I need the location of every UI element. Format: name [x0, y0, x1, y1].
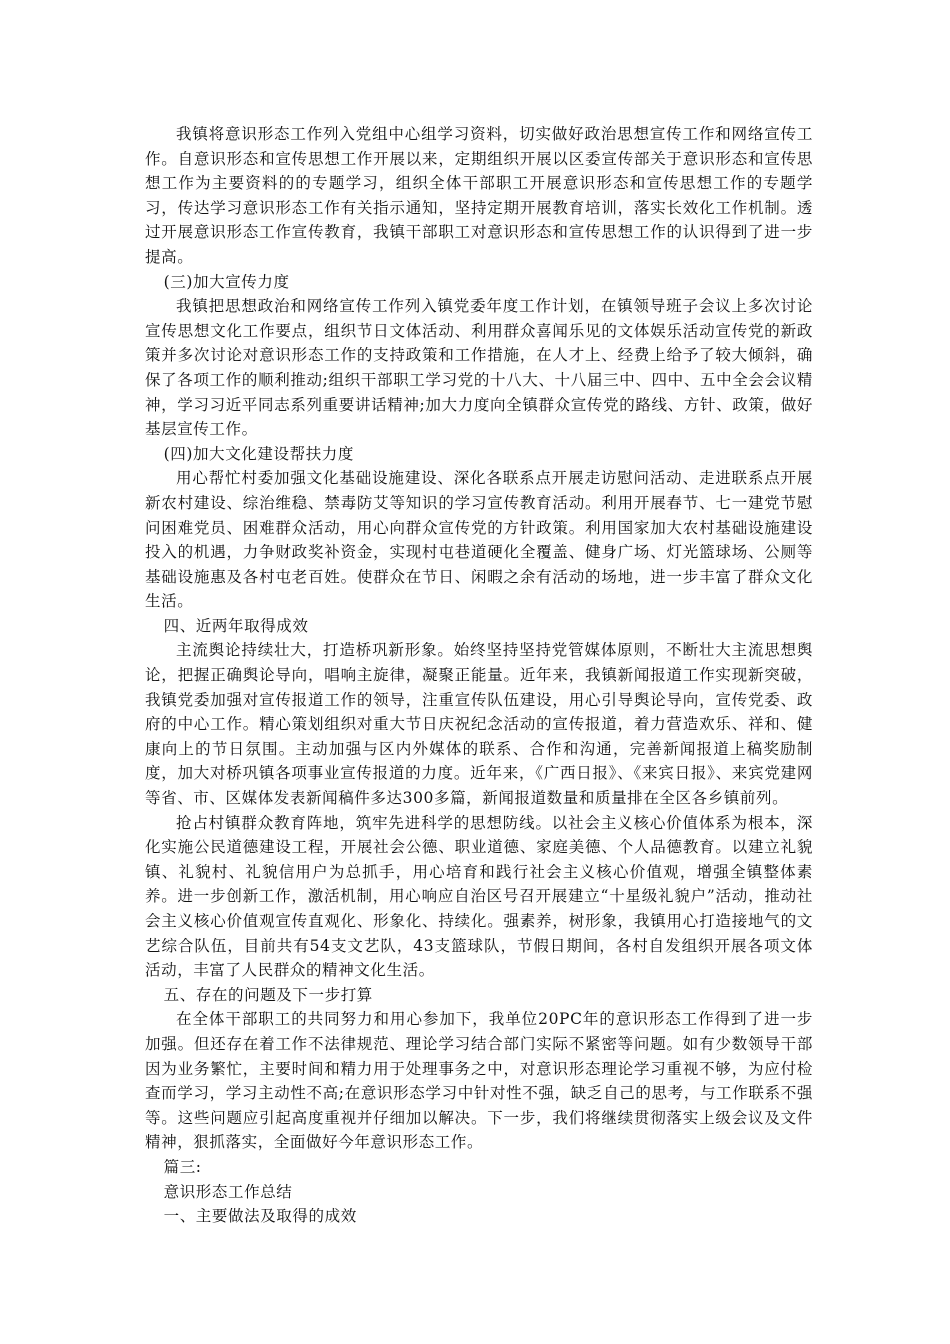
paragraph: 用心帮忙村委加强文化基础设施建设、深化各联系点开展走访慰问活动、走进联系点开展新农村建设、综治维稳、禁毒防艾等知识的学习宣传教育活动。利用开展春节、七一建党节慰问困难党员、困难群众活动，用心向群众宣传党的方针政策。利用国家加大农村基础设施建设投入的机遇，力争财政奖补资金，实现村屯巷道硬化全覆盖、健身广场、灯光篮球场、公厕等基础设施惠及各村屯老百姓。使群众在节日、闲暇之余有活动的场地，进一步丰富了群众文化生活。	[145, 469, 813, 611]
paragraph: 我镇把思想政治和网络宣传工作列入镇党委年度工作计划，在镇领导班子会议上多次讨论宣传思想文化工作要点，组织节日文体活动、利用群众喜闻乐见的文体娱乐活动宣传党的新政策并多次讨论对意识形态工作的支持政策和工作措施，在人才上、经费上给予了较大倾斜，确保了各项工作的顺利推动;组织干部职工学习党的十八大、十八届三中、四中、五中全会会议精神，学习习近平同志系列重要讲话精神;加大力度向全镇群众宣传党的路线、方针、政策，做好基层宣传工作。	[145, 297, 813, 439]
section-heading: (四)加大文化建设帮扶力度	[163, 444, 354, 463]
paragraph: 在全体干部职工的共同努力和用心参加下，我单位20PC年的意识形态工作得到了进一步加强。但还存在着工作不法律规范、理论学习结合部门实际不紧密等问题。如有少数领导干部因为业务繁忙，主要时间和精力用于处理事务之中，对意识形态理论学习重视不够，为应付检查而学习，学习主动性不高;在意识形态学习中针对性不强，缺乏自己的思考，与工作联系不强等。这些问题应引起高度重视并仔细加以解决。下一步，我们将继续贯彻落实上级会议及文件精神，狠抓落实，全面做好今年意识形态工作。	[145, 1010, 813, 1152]
section-heading: 四、近两年取得成效	[163, 616, 309, 635]
document-body	[145, 122, 813, 1229]
section-heading: 五、存在的问题及下一步打算	[163, 985, 373, 1004]
paragraph: 主流舆论持续壮大，打造桥巩新形象。始终坚持坚持党管媒体原则，不断壮大主流思想舆论，把握正确舆论导向，唱响主旋律，凝聚正能量。近年来，我镇新闻报道工作实现新突破，我镇党委加强对宣传报道工作的领导，注重宣传队伍建设，用心引导舆论导向，宣传党委、政府的中心工作。精心策划组织对重大节日庆祝纪念活动的宣传报道，着力营造欢乐、祥和、健康向上的节日氛围。主动加强与区内外媒体的联系、合作和沟通，完善新闻报道上稿奖励制度，加大对桥巩镇各项事业宣传报道的力度。近年来，《广西日报》、《来宾日报》、来宾党建网等省、市、区媒体发表新闻稿件多达300多篇，新闻报道数量和质量排在全区各乡镇前列。	[145, 641, 813, 808]
document-title: 意识形态工作总结	[163, 1182, 293, 1201]
section-heading: 一、主要做法及取得的成效	[163, 1207, 357, 1226]
section-heading: (三)加大宣传力度	[163, 272, 290, 291]
paragraph: 我镇将意识形态工作列入党组中心组学习资料，切实做好政治思想宣传工作和网络宣传工作。自意识形态和宣传思想工作开展以来，定期组织开展以区委宣传部关于意识形态和宣传思想工作为主要资料的的专题学习，组织全体干部职工开展意识形态和宣传思想工作的专题学习，传达学习意识形态工作有关指示通知，坚持定期开展教育培训，落实长效化工作机制。透过开展意识形态工作宣传教育，我镇干部职工对意识形态和宣传思想工作的认识得到了进一步提高。	[145, 125, 813, 266]
paragraph: 抢占村镇群众教育阵地，筑牢先进科学的思想防线。以社会主义核心价值体系为根本，深化实施公民道德建设工程，开展社会公德、职业道德、家庭美德、个人品德教育。以建立礼貌镇、礼貌村、礼貌信用户为总抓手，用心培育和践行社会主义核心价值观，增强全镇整体素养。进一步创新工作，激活机制，用心响应自治区号召开展建立“十星级礼貌户”活动，推动社会主义核心价值观宣传直观化、形象化、持续化。强素养，树形象，我镇用心打造接地气的文艺综合队伍，目前共有54支文艺队，43支篮球队，节假日期间，各村自发组织开展各项文体活动，丰富了人民群众的精神文化生活。	[145, 813, 813, 980]
section-heading: 篇三:	[163, 1157, 202, 1176]
